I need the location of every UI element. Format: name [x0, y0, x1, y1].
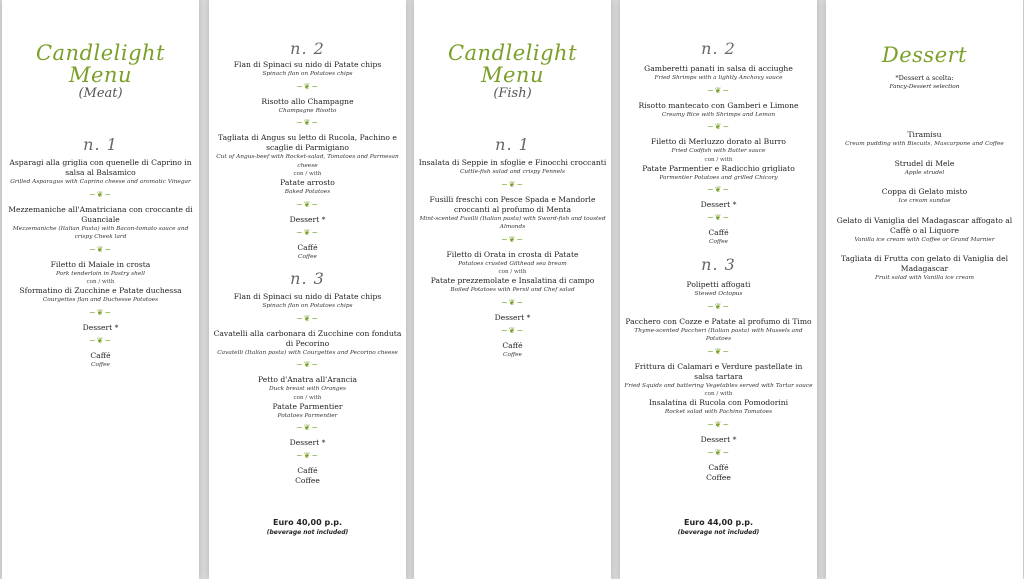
ornament-icon: ~❦~: [500, 179, 525, 189]
menu-item: Tagliata di Angus su letto di Rucola, Pachino e scaglie di Parmigiano Cut of Angus-beef with Rocket-salad, Tomatoes and Parmesan cheese con / with Patate arrosto Baked Potatoes: [216, 133, 399, 195]
menu-item: Filetto di Merluzzo dorato al Burro Fried Codfish with Butter sauce con / with Patate Parmentier e Radicchio grigliato Parmentier Potatoes and grilled Chicory: [642, 137, 795, 181]
ornament-icon: ~❦~: [706, 301, 731, 311]
ornament-icon: ~❦~: [295, 118, 320, 127]
menu-price: Euro 44,00 p.p. (beverage not included): [677, 518, 760, 536]
ornament-icon: ~❦~: [295, 81, 320, 91]
menu-subtitle: (Meat): [78, 86, 123, 101]
course-list: [6, 158, 195, 369]
menu-item: Pacchero con Cozze e Patate al profumo di Timo Thyme-scented Paccheri (Italian pasta) with Mussels and Potatoes: [625, 316, 812, 342]
menu-item: Fusilli freschi con Pesce Spada e Mandorle croccanti al profumo di Menta Mint-scented Fusilli (Italian pasta) with Sword-fish and toasted Almonds: [419, 194, 606, 230]
menu-item: Asparagi alla griglia con quenelle di Caprino in salsa al Balsamico Grilled Asparagus with Caprino cheese and aromatic Vinegar: [9, 158, 192, 185]
menu-item: Caffé Coffee: [706, 462, 731, 482]
menu-item: Filetto di Orata in crosta di Patate Potatoes crusted Gilthead sea bream con / with Patate prezzemolate e Insalatina di campo Boiled Potatoes with Persil and Chef salad: [430, 249, 595, 293]
ornament-icon: ~❦~: [295, 227, 320, 237]
course-number: n. 1: [495, 135, 530, 154]
ornament-icon: ~❦~: [88, 307, 113, 317]
course-list: [213, 60, 402, 261]
ornament-icon: ~❦~: [706, 419, 731, 429]
ornament-icon: ~❦~: [295, 199, 320, 209]
ornament-icon: ~❦~: [706, 213, 731, 222]
course-list: [624, 280, 813, 483]
menu-item: Gamberetti panati in salsa di acciughe Fried Shrimps with a lightly Anchovy sauce: [644, 64, 793, 81]
course-number: n. 2: [701, 39, 736, 58]
menu-item: Caffé Coffee: [90, 350, 111, 368]
menu-subtitle: (Fish): [493, 86, 532, 101]
menu-item: Caffé Coffee: [297, 242, 318, 260]
menu-item: Dessert *: [494, 312, 531, 322]
dessert-item: Tagliata di Frutta con gelato di Vaniglia del Madagascar Fruit salad with Vanilla ice cream: [840, 254, 1009, 281]
menu-title: Candlelight Menu: [447, 41, 578, 87]
dessert-item: Coppa di Gelato misto Ice cream sundae: [881, 187, 968, 204]
menu-item: Frittura di Calamari e Verdure pastellate in salsa tartara Fried Squids and battering Vegetables served with Tartar sauce con / with Insalatina di Rucola con Pomodorini Rocket salad with Pachino Tomatoes: [624, 361, 813, 415]
fish-menu-panel-1: [414, 0, 611, 579]
ornament-icon: ~❦~: [500, 297, 525, 307]
course-number: n. 2: [290, 39, 325, 58]
menu-title: Candlelight Menu: [35, 41, 166, 87]
ornament-icon: ~❦~: [295, 451, 320, 460]
dessert-panel: [826, 0, 1023, 579]
menu-item: Mezzemaniche all'Amatriciana con croccante di Guanciale Mezzemaniche (Italian Pasta) with Bacon-tomato sauce and crispy Cheek lard: [8, 204, 193, 240]
menu-item: Flan di Spinaci su nido di Patate chips Spinach flan on Potatoes chips: [233, 292, 382, 309]
ornament-icon: ~❦~: [88, 335, 113, 345]
ornament-icon: ~❦~: [706, 122, 731, 131]
course-number: n. 1: [83, 135, 118, 154]
meat-menu-panel-1: [2, 0, 199, 579]
menu-item: Polipetti affogati Stewed Octopus: [686, 280, 751, 297]
meat-menu-panel-2: [209, 0, 406, 579]
menu-item: Petto d'Anatra all'Arancia Duck breast with Oranges con / with Patate Parmentier Potatoes Parmentier: [257, 375, 358, 419]
ornament-icon: ~❦~: [706, 346, 731, 356]
menu-price: Euro 40,00 p.p. (beverage not included): [266, 518, 349, 536]
ornament-icon: ~❦~: [295, 360, 320, 369]
course-number: n. 3: [701, 255, 736, 274]
ornament-icon: ~❦~: [500, 234, 525, 244]
menu-item: Risotto allo Champagne Champagne Risotto: [261, 96, 354, 114]
menu-item: Filetto di Maiale in crosta Pork tenderloin in Pastry shell con / with Sformatino di Zucchine e Patate duchessa Courgettes flan and Duchesse Potatoes: [19, 259, 182, 303]
menu-item: Dessert *: [289, 214, 326, 224]
ornament-icon: ~❦~: [706, 185, 731, 194]
menu-item: Insalata di Seppie in sfoglie e Finocchi croccanti Cuttle-fish salad and crispy Fennels: [418, 158, 607, 175]
menu-item: Cavatelli alla carbonara di Zucchine con fonduta di Pecorino Cavatelli (Italian pasta) with Courgettes and Pecorino cheese: [213, 328, 402, 356]
course-number: n. 3: [290, 269, 325, 288]
menu-item: Flan di Spinaci su nido di Patate chips Spinach flan on Potatoes chips: [233, 60, 382, 77]
menu-item: Caffé Coffee: [502, 340, 523, 358]
dessert-intro: *Dessert a scelta: Fancy-Dessert selection: [889, 74, 960, 90]
menu-item: Dessert *: [700, 434, 737, 444]
menu-item: Dessert *: [82, 322, 119, 332]
ornament-icon: ~❦~: [88, 244, 113, 254]
ornament-icon: ~❦~: [295, 313, 320, 323]
course-list: [418, 158, 607, 359]
dessert-item: Tiramisu Cream pudding with Biscuits, Mascarpone and Coffee: [845, 130, 1004, 147]
menu-item: Dessert *: [700, 200, 737, 209]
fish-menu-panel-2: [620, 0, 817, 579]
ornament-icon: ~❦~: [88, 189, 113, 199]
ornament-icon: ~❦~: [295, 423, 320, 432]
course-list: [624, 64, 813, 247]
ornament-icon: ~❦~: [500, 325, 525, 335]
menu-item: Risotto mantecato con Gamberi e Limone Creamy Rice with Shrimps and Lemon: [638, 100, 799, 118]
menu-item: Caffé Coffee: [295, 466, 320, 485]
dessert-item: Strudel di Mele Apple strudel: [894, 158, 955, 176]
dessert-list: [830, 130, 1019, 283]
menu-item: Caffé Coffee: [708, 228, 729, 245]
course-list: [213, 292, 402, 486]
menu-item: Dessert *: [289, 438, 326, 447]
ornament-icon: ~❦~: [706, 447, 731, 457]
dessert-title: Dessert: [881, 43, 968, 67]
dessert-item: Gelato di Vaniglia del Madagascar affogato al Caffè o al Liquore Vanilla ice cream with Coffee or Grand Marnier: [836, 215, 1013, 243]
ornament-icon: ~❦~: [706, 85, 731, 95]
